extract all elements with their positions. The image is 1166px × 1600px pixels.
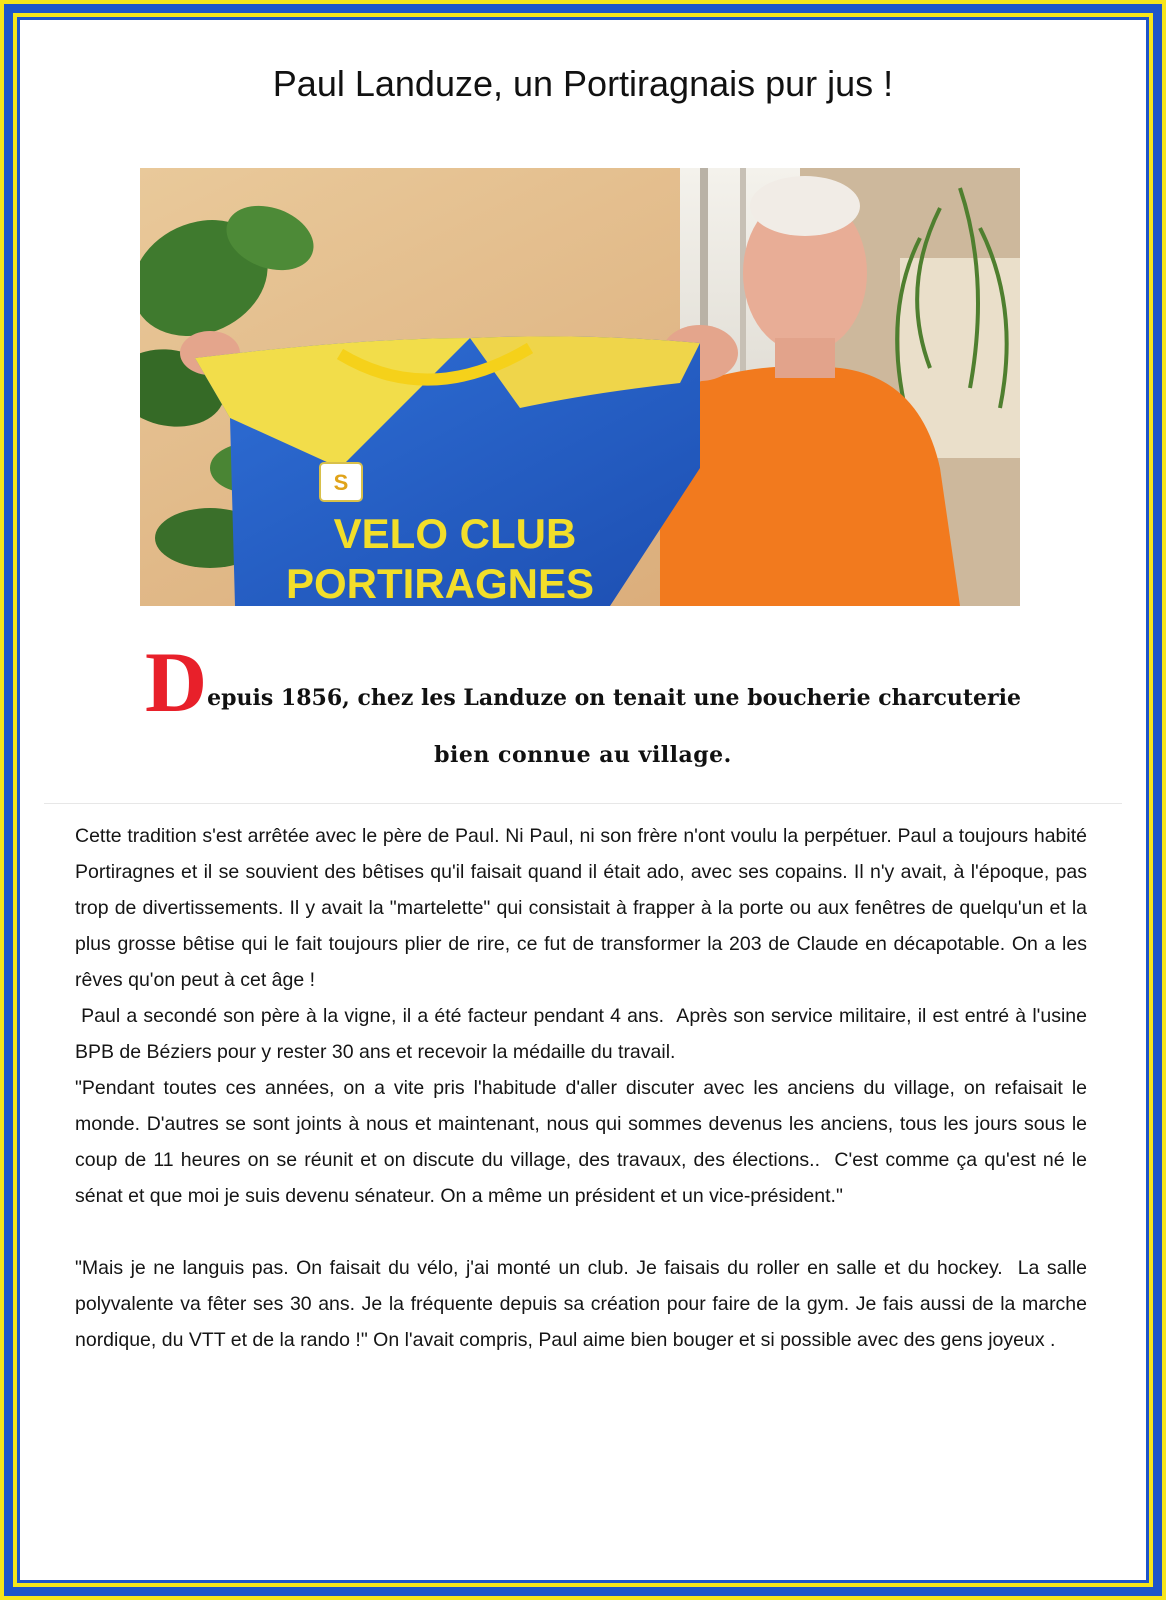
body-paragraph-3: "Pendant toutes ces années, on a vite pris l'habitude d'aller discuter avec les anciens du village, on refaisait le monde. D'autres se sont joints à nous et maintenant, nous qui sommes devenus les anciens, tous les jours sous le coup de 11 heures on se réunit et on discute du village, des travaux, des élections.. C'est comme ça qu'est né le sénat et que moi je suis devenu sénateur. On a même un président et un vice-président." — [75, 1077, 1087, 1207]
body-paragraph-2: Paul a secondé son père à la vigne, il a été facteur pendant 4 ans. Après son service militaire, il est entré à l'usine BPB de Béziers pour y rester 30 ans et recevoir la médaille du travail. — [75, 1005, 1087, 1063]
headline-line-1 — [40, 634, 1126, 730]
photo-jersey-text-line2: PORTIRAGNES — [285, 560, 595, 606]
paragraph-spacer — [75, 1214, 1087, 1250]
headline-line-2: bien connue au village. — [434, 742, 732, 768]
article-headline — [40, 634, 1126, 770]
article-photo — [140, 168, 1020, 606]
headline-dropcap: D — [145, 634, 208, 730]
body-paragraph-4: "Mais je ne languis pas. On faisait du vélo, j'ai monté un club. Je faisais du roller en salle et du hockey. La salle polyvalente va fêter ses 30 ans. Je la fréquente depuis sa création pour faire de la gym. Je fais aussi de la marche nordique, du VTT et de la rando !" On l'avait compris, Paul aime bien bouger et si possible avec des gens joyeux . — [75, 1257, 1087, 1351]
body-paragraph-1: Cette tradition s'est arrêtée avec le père de Paul. Ni Paul, ni son frère n'ont voulu la perpétuer. Paul a toujours habité Portiragnes et il se souvient des bêtises qu'il faisait quand il était ado, avec ses copains. Il n'y avait, à l'époque, pas trop de divertissements. Il y avait la "martelette" qui consistait à frapper à la porte ou aux fenêtres de quelqu'un et la plus grosse bêtise qui le fait toujours plier de rire, ce fut de transformer la 203 de Claude en décapotable. On a les rêves qu'on peut à cet âge ! — [75, 825, 1087, 991]
article-title: Paul Landuze, un Portiragnais pur jus ! — [272, 63, 894, 104]
photo-jersey-logo-letter: S — [333, 470, 349, 495]
divider — [44, 803, 1122, 804]
article-body — [75, 818, 1087, 1358]
photo-jersey-text-line1: VELO CLUB — [333, 510, 577, 557]
headline-line-1-text: epuis 1856, chez les Landuze on tenait une boucherie charcuterie — [207, 685, 1021, 711]
